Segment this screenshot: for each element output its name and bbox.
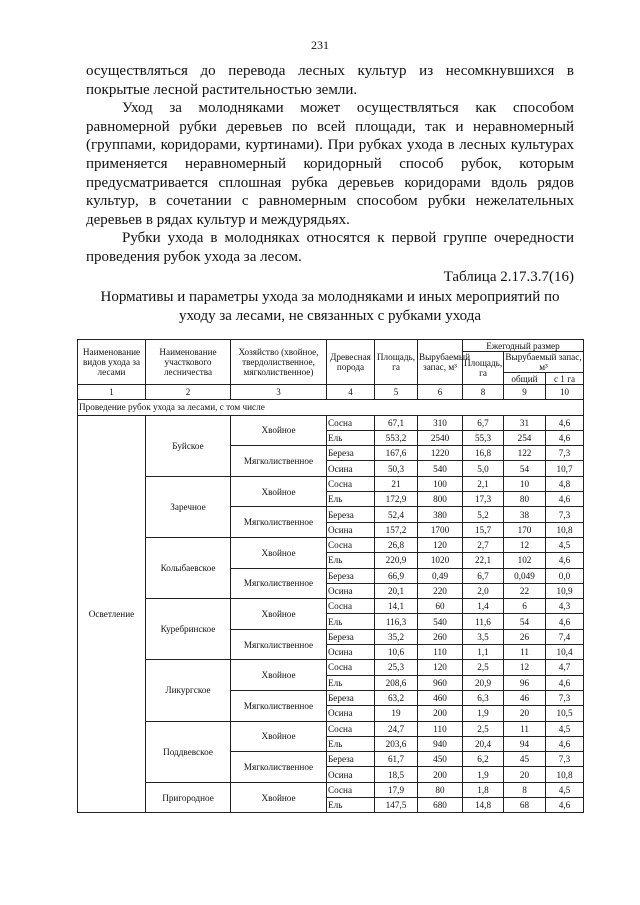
stock-cell: 1020 [418,553,463,568]
farm-cell: Мягколиственное [231,446,327,477]
annual-area-cell: 3,5 [463,629,504,644]
annual-stock-cell: 80 [504,492,546,507]
care-type-cell: Осветление [78,415,146,813]
annual-area-cell: 6,7 [463,568,504,583]
per-ha-cell: 7,3 [546,752,584,767]
per-ha-cell: 10,7 [546,461,584,476]
stock-cell: 540 [418,614,463,629]
stock-cell: 960 [418,675,463,690]
forestry-cell: Пригородное [146,782,231,813]
header-annual-area: Площадь, га [463,352,504,385]
annual-area-cell: 1,4 [463,599,504,614]
per-ha-cell: 4,6 [546,492,584,507]
area-cell: 67,1 [375,415,418,430]
annual-area-cell: 2,5 [463,660,504,675]
annual-stock-cell: 94 [504,736,546,751]
stock-cell: 260 [418,629,463,644]
stock-cell: 60 [418,599,463,614]
species-cell: Ель [327,553,375,568]
annual-area-cell: 2,1 [463,476,504,491]
header-area: Площадь, га [375,340,418,385]
per-ha-cell: 7,3 [546,507,584,522]
per-ha-cell: 4,8 [546,476,584,491]
stock-cell: 680 [418,798,463,813]
area-cell: 116,3 [375,614,418,629]
species-cell: Осина [327,645,375,660]
per-ha-cell: 4,6 [546,430,584,445]
annual-area-cell: 1,1 [463,645,504,660]
species-cell: Сосна [327,721,375,736]
annual-area-cell: 55,3 [463,430,504,445]
stock-cell: 460 [418,690,463,705]
annual-stock-cell: 11 [504,721,546,736]
species-cell: Береза [327,446,375,461]
species-cell: Сосна [327,599,375,614]
per-ha-cell: 7,4 [546,629,584,644]
annual-area-cell: 15,7 [463,522,504,537]
forestry-cell: Заречное [146,476,231,537]
column-index: 5 [375,385,418,400]
per-ha-cell: 10,5 [546,706,584,721]
stock-cell: 940 [418,736,463,751]
farm-cell: Мягколиственное [231,507,327,538]
annual-area-cell: 17,3 [463,492,504,507]
annual-stock-cell: 54 [504,461,546,476]
per-ha-cell: 4,6 [546,798,584,813]
table-body [78,385,584,813]
farm-cell: Хвойное [231,476,327,507]
per-ha-cell: 7,3 [546,446,584,461]
species-cell: Сосна [327,476,375,491]
stock-cell: 0,49 [418,568,463,583]
annual-area-cell: 2,0 [463,583,504,598]
farm-cell: Хвойное [231,537,327,568]
per-ha-cell: 7,3 [546,690,584,705]
species-cell: Ель [327,675,375,690]
annual-stock-cell: 46 [504,690,546,705]
annual-area-cell: 11,6 [463,614,504,629]
per-ha-cell: 4,6 [546,675,584,690]
area-cell: 66,9 [375,568,418,583]
header-per-ha: с 1 га [546,373,584,385]
annual-stock-cell: 20 [504,706,546,721]
header-forestry: Наименование участкового лесничества [146,340,231,385]
column-index: 4 [327,385,375,400]
species-cell: Ель [327,430,375,445]
per-ha-cell: 10,4 [546,645,584,660]
area-cell: 553,2 [375,430,418,445]
annual-area-cell: 20,9 [463,675,504,690]
species-cell: Береза [327,568,375,583]
annual-area-cell: 16,8 [463,446,504,461]
annual-area-cell: 14,8 [463,798,504,813]
area-cell: 147,5 [375,798,418,813]
species-cell: Сосна [327,537,375,552]
farm-cell: Хвойное [231,721,327,752]
annual-area-cell: 5,0 [463,461,504,476]
annual-stock-cell: 11 [504,645,546,660]
table-title: Нормативы и параметры ухода за молодняками и иных мероприятий по уходу за лесами, не связанных с рубками ухода [100,289,560,324]
table-row [78,415,584,430]
area-cell: 26,8 [375,537,418,552]
norms-table [77,339,584,813]
column-index: 3 [231,385,327,400]
annual-stock-cell: 20 [504,767,546,782]
species-cell: Ель [327,736,375,751]
area-cell: 19 [375,706,418,721]
annual-area-cell: 6,3 [463,690,504,705]
per-ha-cell: 4,3 [546,599,584,614]
header-annual: Ежегодный размер [463,340,584,352]
area-cell: 14,1 [375,599,418,614]
annual-stock-cell: 45 [504,752,546,767]
species-cell: Ель [327,614,375,629]
farm-cell: Хвойное [231,599,327,630]
annual-area-cell: 6,7 [463,415,504,430]
section-title: Проведение рубок ухода за лесами, с том числе [78,400,584,415]
species-cell: Осина [327,461,375,476]
annual-stock-cell: 26 [504,629,546,644]
stock-cell: 1220 [418,446,463,461]
species-cell: Береза [327,690,375,705]
column-index: 2 [146,385,231,400]
annual-stock-cell: 12 [504,660,546,675]
stock-cell: 120 [418,660,463,675]
table-caption: Таблица 2.17.3.7(16) [443,269,574,285]
area-cell: 61,7 [375,752,418,767]
farm-cell: Хвойное [231,782,327,813]
per-ha-cell: 10,8 [546,522,584,537]
area-cell: 24,7 [375,721,418,736]
forestry-cell: Поддвевское [146,721,231,782]
annual-stock-cell: 102 [504,553,546,568]
farm-cell: Мягколиственное [231,752,327,783]
area-cell: 17,9 [375,782,418,797]
area-cell: 21 [375,476,418,491]
species-cell: Береза [327,752,375,767]
farm-cell: Мягколиственное [231,629,327,660]
farm-cell: Мягколиственное [231,690,327,721]
column-index: 9 [504,385,546,400]
column-index: 6 [418,385,463,400]
page-number: 231 [311,38,329,52]
area-cell: 203,6 [375,736,418,751]
annual-stock-cell: 54 [504,614,546,629]
header-care-type: Наименование видов ухода за лесами [78,340,146,385]
stock-cell: 450 [418,752,463,767]
farm-cell: Мягколиственное [231,568,327,599]
header-farm: Хозяйство (хвойное, твердолиственное, мягколиственное) [231,340,327,385]
area-cell: 63,2 [375,690,418,705]
area-cell: 172,9 [375,492,418,507]
column-index: 1 [78,385,146,400]
stock-cell: 380 [418,507,463,522]
header-stock: Вырубаемый запас, м³ [418,340,463,385]
species-cell: Осина [327,767,375,782]
per-ha-cell: 10,8 [546,767,584,782]
header-total: общий [504,373,546,385]
annual-stock-cell: 8 [504,782,546,797]
stock-cell: 110 [418,645,463,660]
table-row [78,782,584,797]
table-row [78,721,584,736]
area-cell: 18,5 [375,767,418,782]
per-ha-cell: 10,9 [546,583,584,598]
annual-stock-cell: 122 [504,446,546,461]
stock-cell: 100 [418,476,463,491]
annual-stock-cell: 38 [504,507,546,522]
forestry-cell: Куребринское [146,599,231,660]
table-row [78,660,584,675]
stock-cell: 200 [418,767,463,782]
paragraph: осуществляться до перевода лесных культур из несомкнувшихся в покрытые лесной растительностью земли. [86,63,574,98]
species-cell: Ель [327,492,375,507]
annual-stock-cell: 12 [504,537,546,552]
annual-area-cell: 6,2 [463,752,504,767]
paragraph: Уход за молодняками может осуществляться как способом равномерной рубки деревьев по всей площади, так и неравномерный (группами, коридорами, куртинами). При рубках ухода в лесных культурах применяется неравномерный коридорный способ рубок, которым предусматривается сплошная рубка деревьев коридорами вдоль рядов культур, в сочетании с равномерным способом рубки нежелательных деревьев в рядах культур и междурядьях. [86,100,574,228]
table-row [78,476,584,491]
annual-stock-cell: 170 [504,522,546,537]
table-row [78,599,584,614]
farm-cell: Хвойное [231,660,327,691]
species-cell: Береза [327,507,375,522]
stock-cell: 310 [418,415,463,430]
section-row [78,400,584,415]
stock-cell: 800 [418,492,463,507]
annual-stock-cell: 10 [504,476,546,491]
annual-stock-cell: 254 [504,430,546,445]
per-ha-cell: 0,0 [546,568,584,583]
body-text [86,62,574,267]
paragraph: Рубки ухода в молодняках относятся к первой группе очередности проведения рубок ухода за лесом. [86,230,574,265]
stock-cell: 200 [418,706,463,721]
per-ha-cell: 4,7 [546,660,584,675]
forestry-cell: Буйское [146,415,231,476]
annual-area-cell: 22,1 [463,553,504,568]
species-cell: Сосна [327,660,375,675]
annual-area-cell: 2,7 [463,537,504,552]
annual-area-cell: 20,4 [463,736,504,751]
per-ha-cell: 4,6 [546,736,584,751]
species-cell: Сосна [327,782,375,797]
area-cell: 10,6 [375,645,418,660]
area-cell: 20,1 [375,583,418,598]
area-cell: 167,6 [375,446,418,461]
stock-cell: 110 [418,721,463,736]
area-cell: 157,2 [375,522,418,537]
stock-cell: 1700 [418,522,463,537]
annual-area-cell: 1,8 [463,782,504,797]
annual-stock-cell: 6 [504,599,546,614]
table-row [78,537,584,552]
annual-stock-cell: 31 [504,415,546,430]
annual-stock-cell: 22 [504,583,546,598]
stock-cell: 540 [418,461,463,476]
species-cell: Осина [327,583,375,598]
annual-area-cell: 1,9 [463,706,504,721]
header-species: Древесная порода [327,340,375,385]
annual-stock-cell: 96 [504,675,546,690]
species-cell: Береза [327,629,375,644]
annual-stock-cell: 0,049 [504,568,546,583]
per-ha-cell: 4,5 [546,537,584,552]
stock-cell: 120 [418,537,463,552]
area-cell: 208,6 [375,675,418,690]
per-ha-cell: 4,5 [546,721,584,736]
area-cell: 220,9 [375,553,418,568]
annual-area-cell: 2,5 [463,721,504,736]
area-cell: 35,2 [375,629,418,644]
annual-area-cell: 1,9 [463,767,504,782]
stock-cell: 220 [418,583,463,598]
area-cell: 25,3 [375,660,418,675]
annual-area-cell: 5,2 [463,507,504,522]
forestry-cell: Ликургское [146,660,231,721]
column-index: 8 [463,385,504,400]
column-index: 10 [546,385,584,400]
species-cell: Осина [327,706,375,721]
area-cell: 52,4 [375,507,418,522]
per-ha-cell: 4,6 [546,614,584,629]
column-index-row [78,385,584,400]
species-cell: Сосна [327,415,375,430]
stock-cell: 80 [418,782,463,797]
species-cell: Осина [327,522,375,537]
stock-cell: 2540 [418,430,463,445]
header-annual-stock: Вырубаемый запас, м³ [505,352,582,372]
farm-cell: Хвойное [231,415,327,446]
species-cell: Ель [327,798,375,813]
area-cell: 50,3 [375,461,418,476]
per-ha-cell: 4,6 [546,553,584,568]
per-ha-cell: 4,5 [546,782,584,797]
annual-stock-cell: 68 [504,798,546,813]
per-ha-cell: 4,6 [546,415,584,430]
forestry-cell: Колыбаевское [146,537,231,598]
